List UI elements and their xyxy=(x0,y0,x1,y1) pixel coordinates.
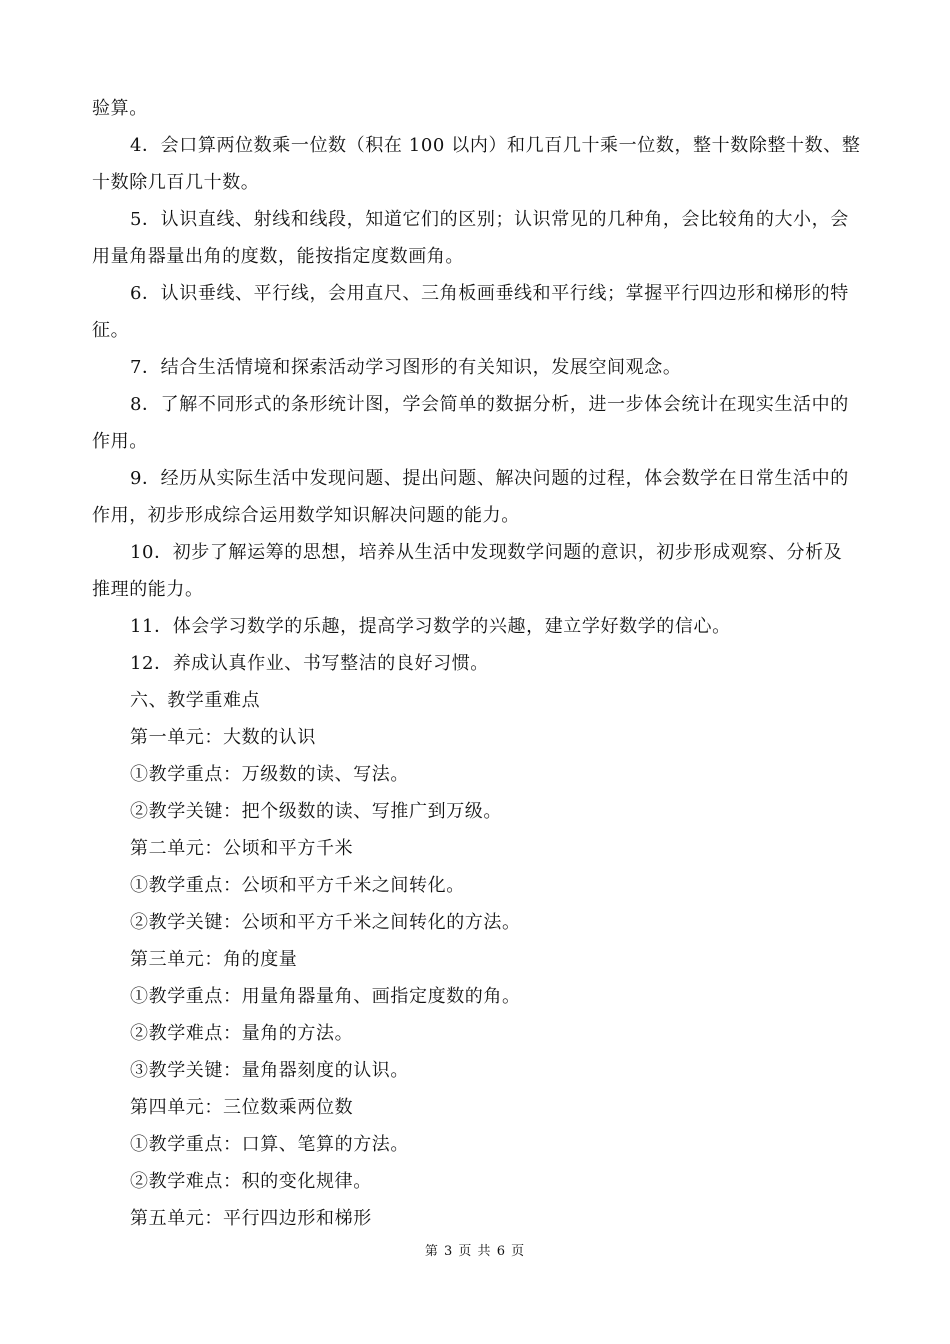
text-line: 征。 xyxy=(92,320,130,341)
text-line: ①教学重点：公顷和平方千米之间转化。 xyxy=(130,875,465,896)
text-line: 用量角器量出角的度数，能按指定度数画角。 xyxy=(92,246,464,267)
text-line: 11．体会学习数学的乐趣，提高学习数学的兴趣，建立学好数学的信心。 xyxy=(130,616,731,637)
text-line: 六、教学重难点 xyxy=(130,690,261,711)
text-line: 8．了解不同形式的条形统计图，学会简单的数据分析，进一步体会统计在现实生活中的 xyxy=(130,394,849,415)
text-line: ②教学关键：公顷和平方千米之间转化的方法。 xyxy=(130,912,521,933)
text-line: ①教学重点：口算、笔算的方法。 xyxy=(130,1134,409,1155)
text-line: 推理的能力。 xyxy=(92,579,204,600)
text-line: 验算。 xyxy=(92,98,148,119)
text-line: 第一单元：大数的认识 xyxy=(130,727,316,748)
text-line: 第三单元：角的度量 xyxy=(130,949,298,970)
text-line: ②教学难点：量角的方法。 xyxy=(130,1023,354,1044)
document-body xyxy=(92,90,862,1237)
text-line: 第五单元：平行四边形和梯形 xyxy=(130,1208,372,1229)
text-line: 9．经历从实际生活中发现问题、提出问题、解决问题的过程，体会数学在日常生活中的 xyxy=(130,468,849,489)
text-line: ③教学关键：量角器刻度的认识。 xyxy=(130,1060,409,1081)
text-line: 10．初步了解运筹的思想，培养从生活中发现数学问题的意识，初步形成观察、分析及 xyxy=(130,542,843,563)
text-line: 作用。 xyxy=(92,431,148,452)
text-line: 第二单元：公顷和平方千米 xyxy=(130,838,354,859)
text-line: ②教学难点：积的变化规律。 xyxy=(130,1171,372,1192)
text-line: ①教学重点：用量角器量角、画指定度数的角。 xyxy=(130,986,521,1007)
text-line: ②教学关键：把个级数的读、写推广到万级。 xyxy=(130,801,502,822)
text-line: 第四单元：三位数乘两位数 xyxy=(130,1097,354,1118)
text-line: 作用，初步形成综合运用数学知识解决问题的能力。 xyxy=(92,505,520,526)
page-footer: 第 3 页 共 6 页 xyxy=(424,1244,526,1259)
text-line: ①教学重点：万级数的读、写法。 xyxy=(130,764,409,785)
text-line: 6．认识垂线、平行线，会用直尺、三角板画垂线和平行线；掌握平行四边形和梯形的特 xyxy=(130,283,849,304)
text-line: 十数除几百几十数。 xyxy=(92,172,260,193)
text-line: 12．养成认真作业、书写整洁的良好习惯。 xyxy=(130,653,489,674)
text-line: 7．结合生活情境和探索活动学习图形的有关知识，发展空间观念。 xyxy=(130,357,682,378)
text-line: 5．认识直线、射线和线段，知道它们的区别；认识常见的几种角，会比较角的大小，会 xyxy=(130,209,849,230)
text-line: 4．会口算两位数乘一位数（积在 100 以内）和几百几十乘一位数，整十数除整十数、整 xyxy=(130,135,861,156)
